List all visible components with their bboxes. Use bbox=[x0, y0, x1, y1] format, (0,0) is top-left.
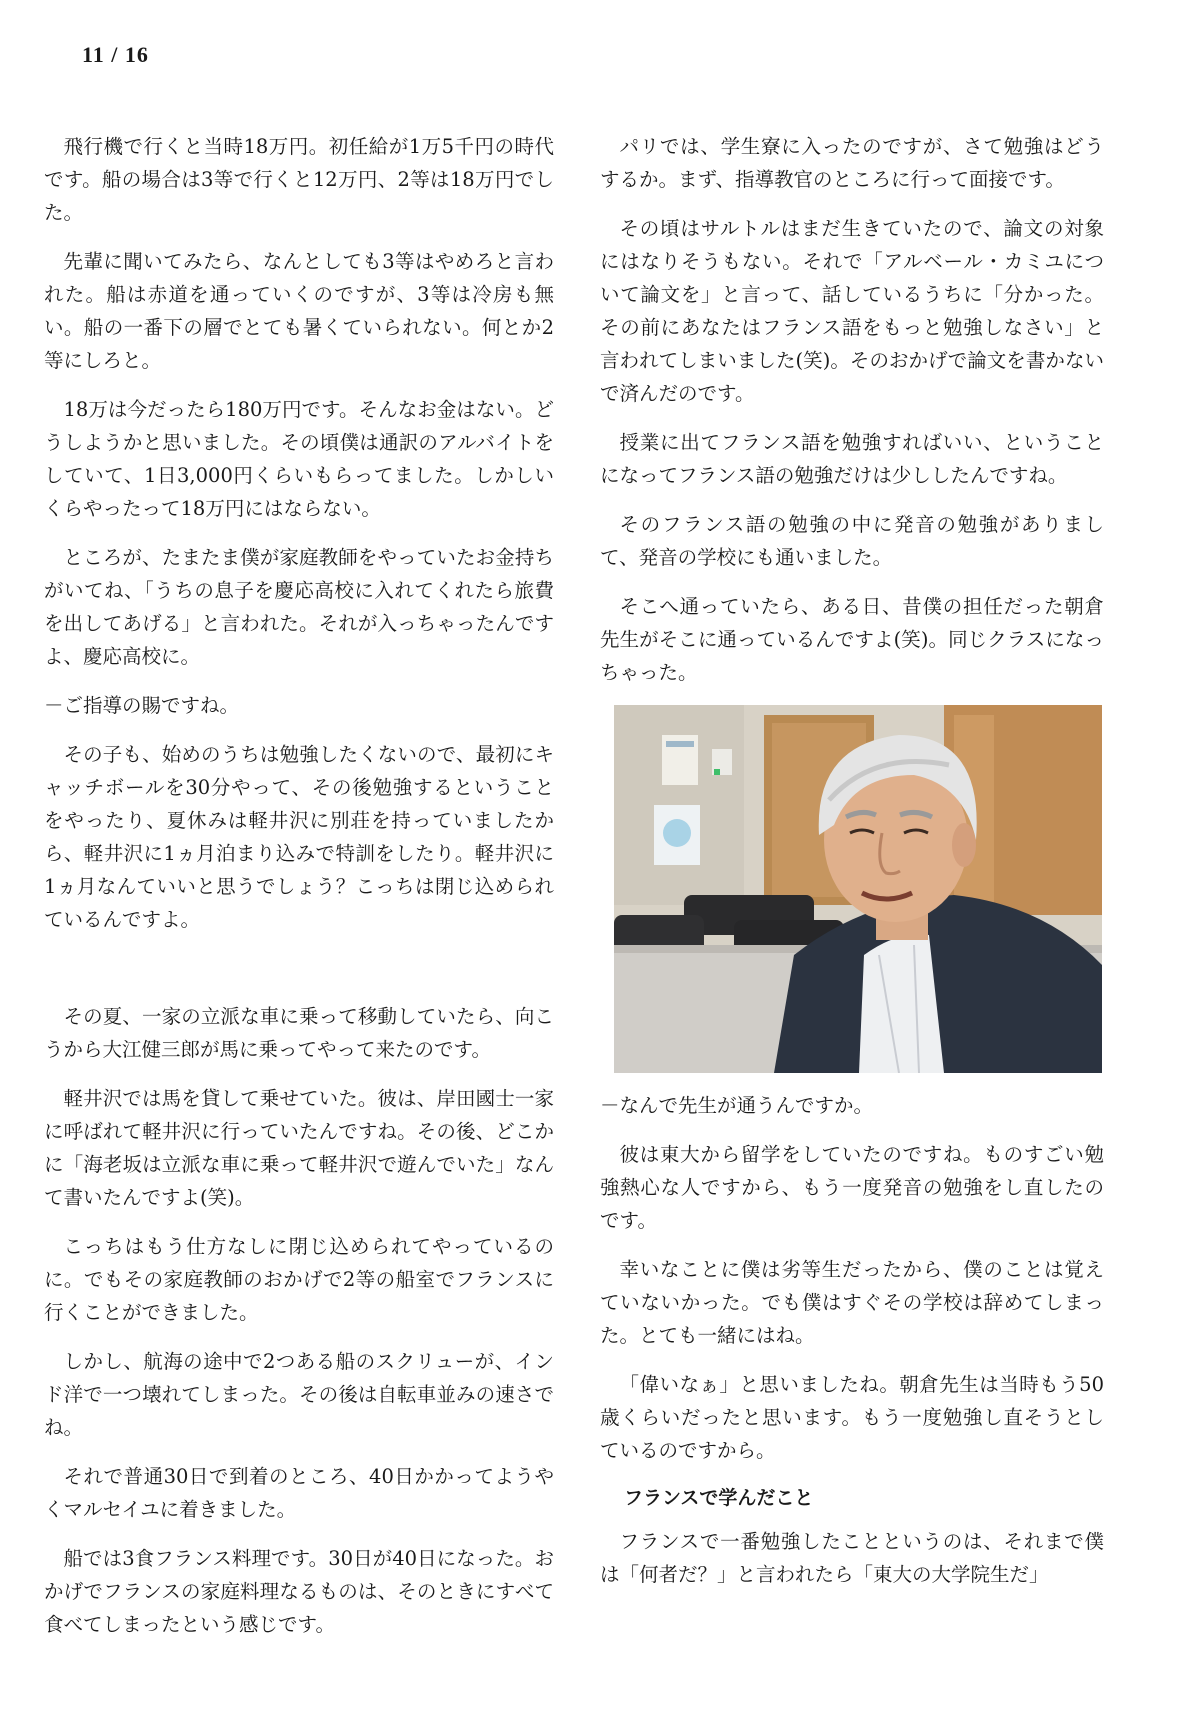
paragraph: 船では3食フランス料理です。30日が40日になった。おかげでフランスの家庭料理なるものは、そのときにすべて食べてしまったという感じです。 bbox=[44, 1547, 554, 1636]
paragraph: それで普通30日で到着のところ、40日かかってようやくマルセイユに着きました。 bbox=[44, 1465, 554, 1521]
paragraph: ところが、たまたま僕が家庭教師をやっていたお金持ちがいてね、「うちの息子を慶応高校に入れてくれたら旅費を出してあげる」と言われた。それが入っちゃったんですよ、慶応高校に。 bbox=[44, 546, 554, 668]
paragraph: その頃はサルトルはまだ生きていたので、論文の対象にはなりそうもない。それで「アルベール・カミユについて論文を」と言って、話しているうちに「分かった。その前にあなたはフランス語をもっと勉強しなさい」と言われてしまいました(笑)。そのおかげで論文を書かないで済んだのです。 bbox=[600, 217, 1104, 405]
section-heading: フランスで学んだこと bbox=[624, 1487, 814, 1509]
paragraph: 先輩に聞いてみたら、なんとしても3等はやめろと言われた。船は赤道を通っていくのですが、3等は冷房も無い。船の一番下の層でとても暑くていられない。何とか2等にしろと。 bbox=[44, 250, 554, 372]
paragraph: しかし、航海の途中で2つある船のスクリューが、インド洋で一つ壊れてしまった。その後は自転車並みの速さでね。 bbox=[44, 1350, 554, 1439]
right-column bbox=[600, 130, 1104, 1607]
paragraph: 18万は今だったら180万円です。そんなお金はない。どうしようかと思いました。その頃僕は通訳のアルバイトをしていて、1日3,000円くらいもらってました。しかしいくらやったって18万円にはならない。 bbox=[44, 398, 554, 520]
paragraph: フランスで一番勉強したことというのは、それまで僕は「何者だ？」と言われたら「東大の大学院生だ」 bbox=[600, 1530, 1104, 1586]
page-number: 11 / 16 bbox=[82, 42, 149, 67]
left-column bbox=[44, 130, 554, 1657]
paragraph: そのフランス語の勉強の中に発音の勉強がありまして、発音の学校にも通いました。 bbox=[600, 513, 1104, 569]
paragraph: 彼は東大から留学をしていたのですね。ものすごい勉強熱心な人ですから、もう一度発音の勉強をし直したのです。 bbox=[600, 1143, 1104, 1232]
interviewer-line: －なんで先生が通うんですか。 bbox=[600, 1094, 874, 1117]
paragraph: その子も、始めのうちは勉強したくないので、最初にキャッチボールを30分やって、その後勉強するということをやったり、夏休みは軽井沢に別荘を持っていましたから、軽井沢に1ヵ月泊まり込みで特訓をしたり。軽井沢に1ヵ月なんていいと思うでしょう？こっちは閉じ込められているんですよ。 bbox=[44, 743, 554, 931]
paragraph: こっちはもう仕方なしに閉じ込められてやっているのに。でもその家庭教師のおかげで2等の船室でフランスに行くことができました。 bbox=[44, 1235, 554, 1324]
paragraph: 幸いなことに僕は劣等生だったから、僕のことは覚えていないかった。でも僕はすぐその学校は辞めてしまった。とても一緒にはね。 bbox=[600, 1258, 1104, 1347]
paragraph: 飛行機で行くと当時18万円。初任給が1万5千円の時代です。船の場合は3等で行くと12万円、2等は18万円でした。 bbox=[44, 135, 554, 224]
section-gap bbox=[44, 952, 554, 1000]
paragraph: パリでは、学生寮に入ったのですが、さて勉強はどうするか。まず、指導教官のところに行って面接です。 bbox=[600, 135, 1104, 191]
interviewer-line: －ご指導の賜ですね。 bbox=[44, 694, 240, 717]
paragraph: その夏、一家の立派な車に乗って移動していたら、向こうから大江健三郎が馬に乗ってやって来たのです。 bbox=[44, 1005, 554, 1061]
paragraph: 軽井沢では馬を貸して乗せていた。彼は、岸田國士一家に呼ばれて軽井沢に行っていたんですね。その後、どこかに「海老坂は立派な車に乗って軽井沢で遊んでいた」なんて書いたんですよ(笑)。 bbox=[44, 1087, 554, 1209]
paragraph: そこへ通っていたら、ある日、昔僕の担任だった朝倉先生がそこに通っているんですよ(笑)。同じクラスになっちゃった。 bbox=[600, 595, 1104, 684]
paragraph: 授業に出てフランス語を勉強すればいい、ということになってフランス語の勉強だけは少ししたんですね。 bbox=[600, 431, 1104, 487]
paragraph: 「偉いなぁ」と思いましたね。朝倉先生は当時もう50歳くらいだったと思います。もう一度勉強し直そうとしているのですから。 bbox=[600, 1373, 1104, 1462]
interview-photo bbox=[614, 705, 1102, 1073]
